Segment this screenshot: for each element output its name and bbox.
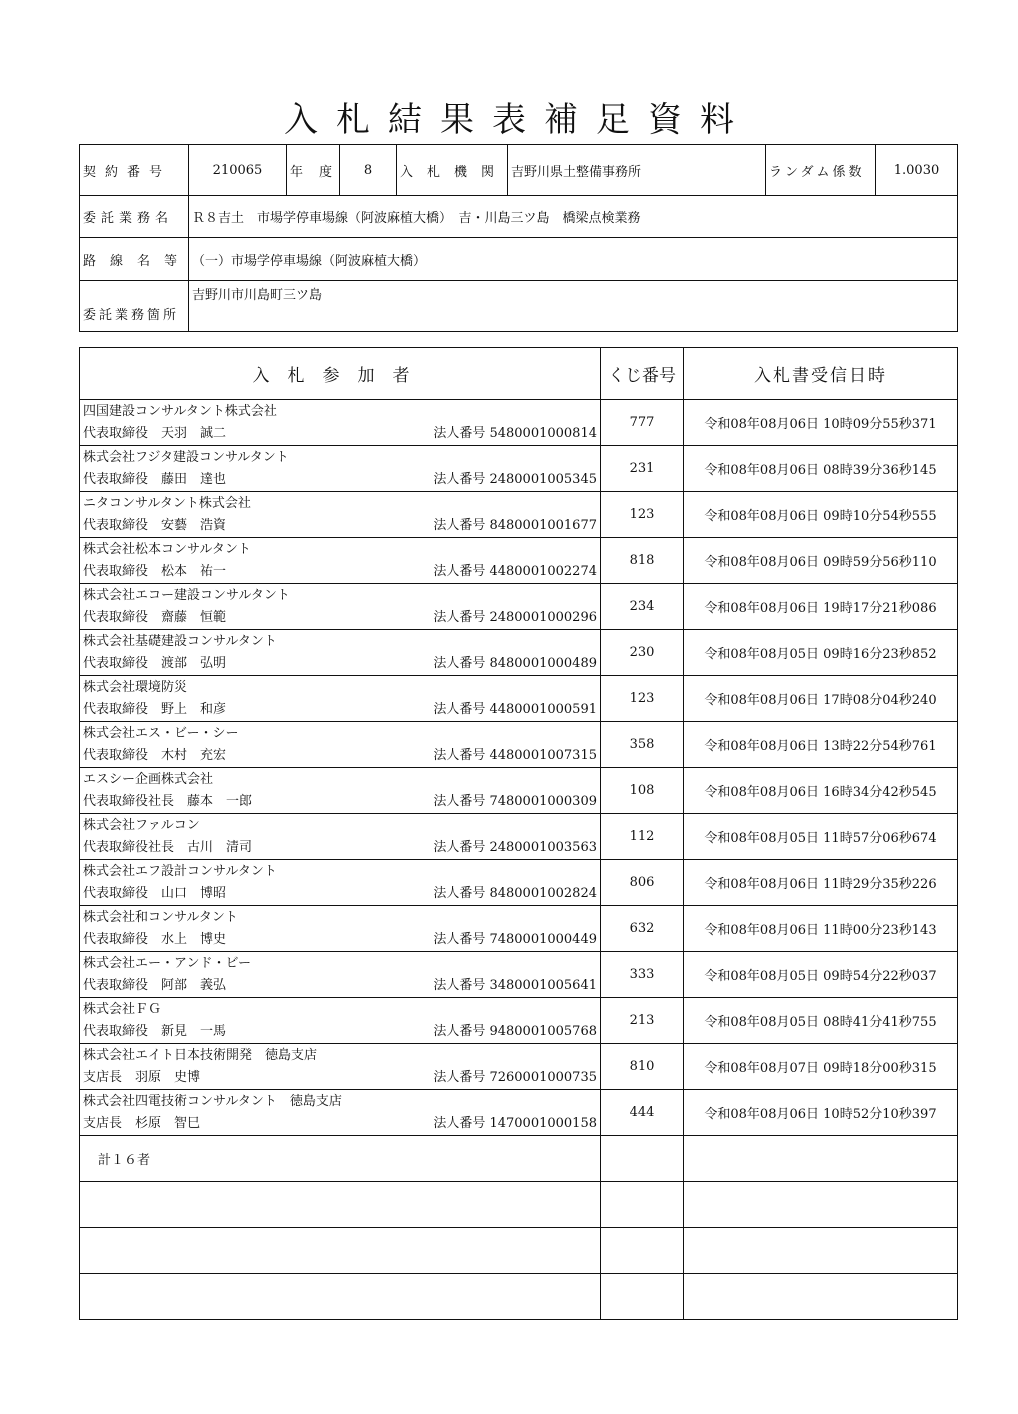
company-name: 株式会社エス・ビー・シー [83, 725, 239, 741]
participant-cell [80, 400, 601, 446]
representative: 代表取締役 天羽 誠二 [83, 425, 227, 441]
participant-row [80, 676, 958, 722]
corporate-number: 法人番号 8480001001677 [433, 517, 597, 533]
participant-row [80, 952, 958, 998]
received-datetime: 令和08年08月06日 10時09分55秒371 [684, 400, 958, 446]
received-datetime: 令和08年08月06日 10時52分10秒397 [684, 1090, 958, 1136]
rep-line [83, 929, 597, 951]
participant-cell [80, 906, 601, 952]
participants-name-header: 入札参加者 [80, 348, 601, 400]
participant-row [80, 1090, 958, 1136]
company-name: 株式会社松本コンサルタント [83, 541, 251, 557]
rep-line [83, 745, 597, 767]
rep-line [83, 653, 597, 675]
company-name: 株式会社エイト日本技術開発 徳島支店 [83, 1047, 318, 1063]
corporate-number: 法人番号 4480001002274 [433, 563, 597, 579]
corporate-number: 法人番号 8480001000489 [433, 655, 597, 671]
participant-row [80, 906, 958, 952]
year-label: 年度 [287, 145, 340, 196]
received-datetime: 令和08年08月05日 11時57分06秒674 [684, 814, 958, 860]
corporate-number: 法人番号 7480001000309 [433, 793, 597, 809]
rep-line [83, 469, 597, 491]
representative: 代表取締役 阿部 義弘 [83, 977, 227, 993]
location-value: 吉野川市川島町三ツ島 [189, 281, 958, 332]
empty-cell [601, 1274, 684, 1320]
company-name: 四国建設コンサルタント株式会社 [83, 403, 277, 419]
empty-cell [684, 1228, 958, 1274]
empty-cell [80, 1274, 601, 1320]
participant-row [80, 1044, 958, 1090]
rep-line [83, 423, 597, 445]
representative: 代表取締役 新見 一馬 [83, 1023, 227, 1039]
participant-cell [80, 538, 601, 584]
participant-row [80, 630, 958, 676]
year-value: 8 [340, 145, 397, 196]
lottery-number: 234 [601, 584, 684, 630]
empty-cell [80, 1182, 601, 1228]
company-name: 株式会社基礎建設コンサルタント [83, 633, 277, 649]
random-label: ランダム係数 [766, 145, 876, 196]
company-name: 株式会社ファルコン [83, 817, 200, 833]
participant-row [80, 722, 958, 768]
participant-cell [80, 584, 601, 630]
participant-row [80, 446, 958, 492]
agency-label: 入札機関 [397, 145, 508, 196]
received-datetime: 令和08年08月05日 09時54分22秒037 [684, 952, 958, 998]
corporate-number: 法人番号 8480001002824 [433, 885, 597, 901]
rep-line [83, 883, 597, 905]
corporate-number: 法人番号 3480001005641 [433, 977, 597, 993]
rep-line [83, 561, 597, 583]
corporate-number: 法人番号 5480001000814 [433, 425, 597, 441]
empty-cell [601, 1136, 684, 1182]
contract-no-value: 210065 [189, 145, 287, 196]
kuji-header: くじ番号 [601, 348, 684, 400]
received-datetime: 令和08年08月06日 13時22分54秒761 [684, 722, 958, 768]
company-name: 株式会社和コンサルタント [83, 909, 238, 925]
participant-cell [80, 722, 601, 768]
page-title: 入札結果表補足資料 [284, 100, 752, 140]
contract-info-table [79, 144, 958, 332]
representative: 代表取締役 安藝 浩資 [83, 517, 227, 533]
company-name: 株式会社四電技術コンサルタント 徳島支店 [83, 1093, 342, 1109]
participant-cell [80, 630, 601, 676]
route-label: 路線名等 [80, 238, 189, 281]
corporate-number: 法人番号 7480001000449 [433, 931, 597, 947]
company-name: 株式会社エコー建設コンサルタント [83, 587, 290, 603]
participant-row [80, 860, 958, 906]
rep-line [83, 607, 597, 629]
lottery-number: 358 [601, 722, 684, 768]
empty-cell [80, 1228, 601, 1274]
company-name: 株式会社エー・アンド・ビー [83, 955, 251, 971]
representative: 代表取締役 野上 和彦 [83, 701, 227, 717]
lottery-number: 333 [601, 952, 684, 998]
lottery-number: 806 [601, 860, 684, 906]
corporate-number: 法人番号 1470001000158 [433, 1115, 597, 1131]
representative: 代表取締役 木村 充宏 [83, 747, 227, 763]
participant-cell [80, 446, 601, 492]
received-datetime: 令和08年08月06日 09時10分54秒555 [684, 492, 958, 538]
participant-row [80, 998, 958, 1044]
random-value: 1.0030 [876, 145, 958, 196]
participants-table [79, 347, 958, 1320]
rep-line [83, 1021, 597, 1043]
representative: 支店長 羽原 史博 [83, 1069, 201, 1085]
participant-cell [80, 998, 601, 1044]
empty-cell [684, 1182, 958, 1228]
received-datetime: 令和08年08月07日 09時18分00秒315 [684, 1044, 958, 1090]
contract-no-label: 契約番号 [80, 145, 189, 196]
empty-cell [601, 1182, 684, 1228]
corporate-number: 法人番号 2480001000296 [433, 609, 597, 625]
corporate-number: 法人番号 4480001000591 [433, 701, 597, 717]
lottery-number: 213 [601, 998, 684, 1044]
location-label: 委託業務箇所 [80, 281, 189, 332]
company-name: 株式会社フジタ建設コンサルタント [83, 449, 289, 465]
rep-line [83, 791, 597, 813]
received-datetime: 令和08年08月06日 11時29分35秒226 [684, 860, 958, 906]
representative: 代表取締役 松本 祐一 [83, 563, 227, 579]
received-datetime: 令和08年08月05日 08時41分41秒755 [684, 998, 958, 1044]
total-count: 計１６者 [80, 1136, 601, 1182]
corporate-number: 法人番号 9480001005768 [433, 1023, 597, 1039]
received-datetime: 令和08年08月05日 09時16分23秒852 [684, 630, 958, 676]
received-datetime: 令和08年08月06日 19時17分21秒086 [684, 584, 958, 630]
participant-row [80, 814, 958, 860]
lottery-number: 810 [601, 1044, 684, 1090]
lottery-number: 108 [601, 768, 684, 814]
rep-line [83, 837, 597, 859]
representative: 代表取締役社長 藤本 一郎 [83, 793, 253, 809]
participant-cell [80, 814, 601, 860]
lottery-number: 123 [601, 676, 684, 722]
participant-cell [80, 768, 601, 814]
work-value: Ｒ８吉土 市場学停車場線（阿波麻植大橋） 吉・川島三ツ島 橋梁点検業務 [189, 196, 958, 238]
representative: 代表取締役 渡部 弘明 [83, 655, 227, 671]
lottery-number: 231 [601, 446, 684, 492]
company-name: 株式会社エフ設計コンサルタント [83, 863, 277, 879]
participant-cell [80, 952, 601, 998]
empty-cell [601, 1228, 684, 1274]
rep-line [83, 515, 597, 537]
rep-line [83, 1067, 597, 1089]
empty-cell [684, 1136, 958, 1182]
work-label: 委託業務名 [80, 196, 189, 238]
received-datetime: 令和08年08月06日 16時34分42秒545 [684, 768, 958, 814]
representative: 代表取締役 藤田 達也 [83, 471, 227, 487]
lottery-number: 632 [601, 906, 684, 952]
corporate-number: 法人番号 2480001005345 [433, 471, 597, 487]
lottery-number: 123 [601, 492, 684, 538]
representative: 代表取締役 水上 博史 [83, 931, 227, 947]
agency-value: 吉野川県土整備事務所 [508, 145, 766, 196]
representative: 代表取締役 齋藤 恒範 [83, 609, 227, 625]
lottery-number: 777 [601, 400, 684, 446]
datetime-header: 入札書受信日時 [684, 348, 958, 400]
participant-cell [80, 860, 601, 906]
lottery-number: 112 [601, 814, 684, 860]
participant-row [80, 492, 958, 538]
lottery-number: 444 [601, 1090, 684, 1136]
received-datetime: 令和08年08月06日 17時08分04秒240 [684, 676, 958, 722]
representative: 代表取締役 山口 博昭 [83, 885, 227, 901]
company-name: 株式会社ＦＧ [83, 1001, 162, 1017]
participant-cell [80, 676, 601, 722]
representative: 支店長 杉原 智巳 [83, 1115, 201, 1131]
participant-row [80, 538, 958, 584]
corporate-number: 法人番号 7260001000735 [433, 1069, 597, 1085]
rep-line [83, 1113, 597, 1135]
corporate-number: 法人番号 4480001007315 [433, 747, 597, 763]
participant-cell [80, 492, 601, 538]
participant-cell [80, 1044, 601, 1090]
received-datetime: 令和08年08月06日 11時00分23秒143 [684, 906, 958, 952]
empty-cell [684, 1274, 958, 1320]
company-name: エスシー企画株式会社 [83, 771, 214, 787]
route-value: （一）市場学停車場線（阿波麻植大橋） [189, 238, 958, 281]
participant-row [80, 584, 958, 630]
received-datetime: 令和08年08月06日 08時39分36秒145 [684, 446, 958, 492]
company-name: 株式会社環境防災 [83, 679, 188, 695]
participant-cell [80, 1090, 601, 1136]
rep-line [83, 975, 597, 997]
participant-row [80, 768, 958, 814]
company-name: ニタコンサルタント株式会社 [83, 495, 251, 511]
lottery-number: 818 [601, 538, 684, 584]
corporate-number: 法人番号 2480001003563 [433, 839, 597, 855]
received-datetime: 令和08年08月06日 09時59分56秒110 [684, 538, 958, 584]
rep-line [83, 699, 597, 721]
lottery-number: 230 [601, 630, 684, 676]
participant-row [80, 400, 958, 446]
representative: 代表取締役社長 古川 清司 [83, 839, 253, 855]
